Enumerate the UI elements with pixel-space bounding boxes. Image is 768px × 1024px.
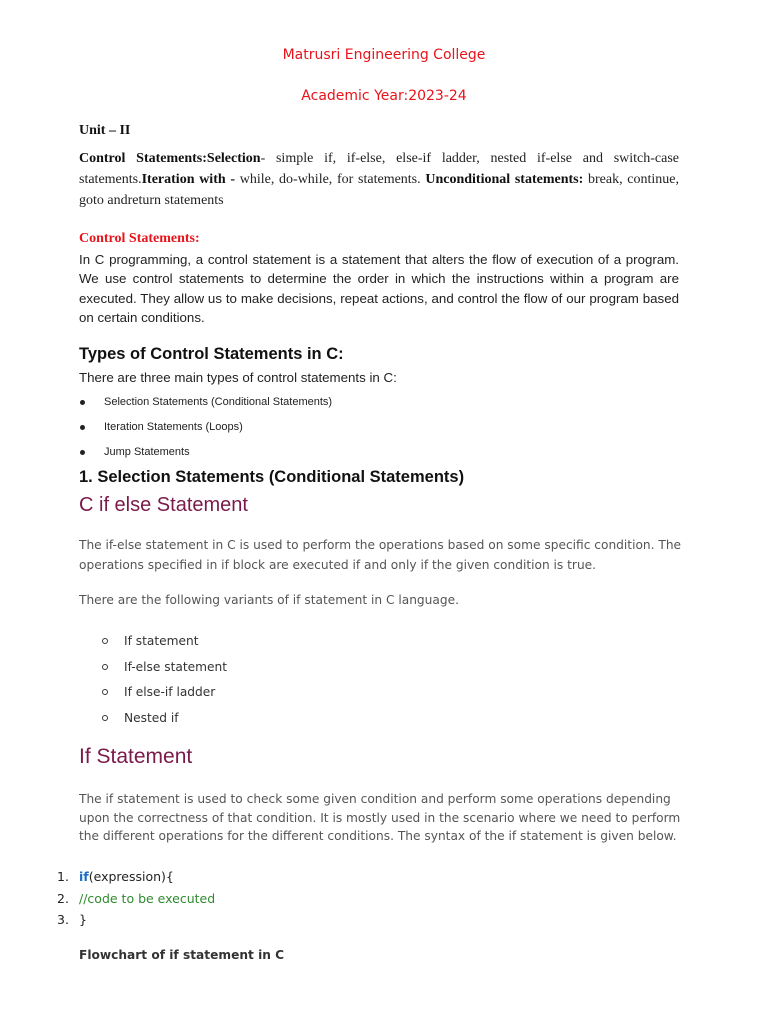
code-text: (expression){ bbox=[88, 869, 174, 884]
variants-intro: There are the following variants of if statement in C language. bbox=[79, 593, 459, 607]
circle-bullet-icon bbox=[102, 664, 108, 670]
if-else-paragraph: The if-else statement in C is used to perform the operations based on some specific condition. The operations specified in if block are executed if and only if the given condition is true. bbox=[79, 538, 682, 572]
syllabus-unconditional-label: Unconditional statements: bbox=[425, 172, 584, 187]
list-item-label: Selection Statements (Conditional Statements) bbox=[104, 396, 333, 408]
syllabus-selection-text: - simple if, if-else, else-if ladder, nested if-else and switch-case statements. bbox=[79, 151, 679, 187]
list-item-label: If else-if ladder bbox=[124, 685, 216, 699]
unit-title: Unit – II bbox=[79, 123, 131, 138]
list-item bbox=[100, 658, 227, 684]
circle-bullet-icon bbox=[102, 715, 108, 721]
code-comment: //code to be executed bbox=[79, 890, 216, 906]
bullet-icon bbox=[80, 450, 85, 455]
list-item-label: Nested if bbox=[124, 710, 179, 725]
variants-list bbox=[100, 632, 227, 734]
code-line bbox=[57, 910, 215, 932]
code-block bbox=[57, 867, 215, 932]
list-item bbox=[100, 632, 227, 658]
line-number: 2. bbox=[57, 890, 69, 906]
academic-year: Academic Year:2023-24 bbox=[301, 88, 467, 104]
syllabus-iteration-label: Iteration with - bbox=[141, 172, 236, 187]
types-heading: Types of Control Statements in C: bbox=[79, 345, 344, 363]
list-item-label: If-else statement bbox=[124, 659, 227, 674]
if-statement-paragraph: The if statement is used to check some given condition and perform some operations depending upon the correctness of that condition. It is mostly used in the scenario where we need to perform the different operations for the different conditions. The syntax of the if statement is given below. bbox=[79, 792, 681, 844]
list-item-label: Jump Statements bbox=[104, 446, 190, 458]
circle-bullet-icon bbox=[102, 689, 108, 695]
types-list bbox=[79, 394, 332, 469]
syllabus-selection-label: Selection bbox=[206, 151, 261, 166]
selection-heading: 1. Selection Statements (Conditional Statements) bbox=[79, 468, 465, 486]
bullet-icon bbox=[80, 400, 85, 405]
code-text: } bbox=[79, 912, 87, 927]
flowchart-caption: Flowchart of if statement in C bbox=[79, 948, 285, 962]
line-number: 1. bbox=[57, 869, 69, 884]
code-keyword: if bbox=[79, 869, 89, 884]
if-else-heading: C if else Statement bbox=[79, 494, 248, 516]
list-item-label: Iteration Statements (Loops) bbox=[104, 421, 243, 433]
syllabus-unconditional-text: break, continue, goto andreturn statements bbox=[79, 172, 679, 208]
circle-bullet-icon bbox=[102, 638, 108, 644]
syllabus-paragraph bbox=[79, 148, 679, 211]
if-statement-heading: If Statement bbox=[79, 745, 193, 768]
code-line bbox=[57, 889, 215, 911]
control-statements-heading: Control Statements: bbox=[79, 231, 200, 246]
list-item bbox=[100, 709, 227, 735]
college-name: Matrusri Engineering College bbox=[282, 47, 486, 63]
syllabus-control-label: Control Statements: bbox=[79, 151, 207, 166]
list-item bbox=[79, 419, 332, 444]
bullet-icon bbox=[80, 425, 85, 430]
list-item bbox=[100, 683, 227, 709]
list-item-label: If statement bbox=[124, 634, 199, 648]
code-line bbox=[57, 867, 215, 889]
list-item bbox=[79, 394, 332, 419]
control-statements-paragraph: In C programming, a control statement is a statement that alters the flow of execution of a program. We use control statements to determine the order in which the instructions within a program are executed. They allow us to make decisions, repeat actions, and control the flow of our program based on certain conditions. bbox=[79, 252, 679, 325]
syllabus-iteration-text: while, do-while, for statements. bbox=[235, 172, 426, 187]
list-item bbox=[79, 444, 332, 469]
line-number: 3. bbox=[57, 912, 69, 927]
types-intro: There are three main types of control statements in C: bbox=[79, 370, 397, 385]
